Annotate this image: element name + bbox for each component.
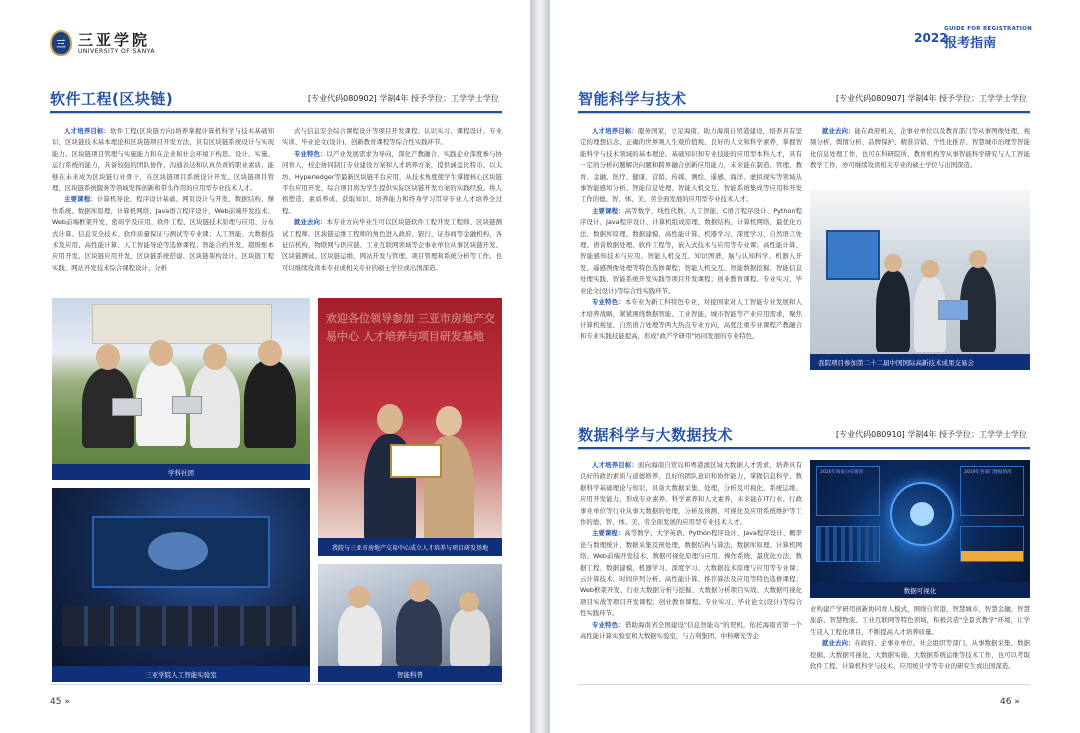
book-gutter xyxy=(528,0,552,733)
section-rule xyxy=(578,447,1030,449)
section-meta-intelligent-science: [专业代码080907] 学制4年 授予学位：工学学士学位 xyxy=(836,94,1027,103)
section-rule xyxy=(578,111,1030,113)
section-meta-data-science: [专业代码080910] 学制4年 授予学位：工学学士学位 xyxy=(836,430,1027,439)
guide-year: 2022 xyxy=(914,31,948,45)
guide-en: GUIDE FOR REGISTRATION xyxy=(944,26,1032,32)
photo-science-popularization xyxy=(318,564,502,682)
photo-data-visualization: 2020年海南分布情况 2019年各部门数据情况 数据可视化 xyxy=(810,460,1030,598)
text-column-1: 人才培养目标：服务国家，立足海南，助力海南自贸港建设，培养具有坚定的理想信念、正确的世界观人生观价值观、良好的人文和科学素养，掌握智能科学与技术领域的基本理论、基础知识和专业技能的应用型本科人才，具有一定的分析问题解决问题和跨界融合创新应用能力，未来能在制造、管理、教育、金融、医疗、健康、营销、传媒、测绘、遥感、海洋、虚拟现实等领域从事智能感知分析、智能信息处理、智能人机交互、智能系统集成等应用和开发工作的德、智、体、美、劳全面发展的应用型专业技术人才。 主要课程：高等数学、线性代数、人工智能、C语言程序设计、Python程序设计、Java程序设计、计算机组成原理、数据结构、计算机网络、最优化方法、数据库原理、数据建模、高性能计算、机器学习、深度学习、自然语言处理、语音数据处理、软件工程等，嵌入式技术与应用等专业课；高性能计算、智能感知技术与应用、智能人机交互、知识图谱、脑与认知科学、机器人开发、遥感图像处理等特色选修课程；智能人机交互、智能数据挖掘、智能信息处理实践、智能系统开发实践等项目开发课程；创业教育课程、专业实习、毕业论文(设计)等综合性实践环节。 专业特色：本专业为新工科特色专业，对接国家对人工智能专业发展和人才培养战略，紧紧围绕数据智能、工业智能、城市智能等产业应用需求，聚焦计算机视觉、自然语言处理等两大热点专业方向，高度注重专业课程产教融合和专业实践技能提高，形成"政产学研用"协同发展的专业特色。 xyxy=(580,127,802,341)
section-rule xyxy=(50,111,502,113)
section-title-intelligent-science: 智能科学与技术 xyxy=(578,90,687,108)
text-column-1: 人才培养目标：面向海南自贸岛和粤港澳区域大数据人才需求，培养具有良好的政治素质与道德修养、良好的团队意识和协作能力，掌握信息科学、数据科学基础理论与知识，具备大数据采集、处理、分析及可视化、系统运维、应用开发能力，形成专业素养、科学素养和人文素养，未来能在IT行业、行政事业单位等行业从事大数据的处理、分析及预测、可视化及应用系统维护等工作的德、智、体、美、劳全面发展的应用型专业技术人才。 主要课程：高等数学、大学英语、Python程序设计、Java程序设计、概率论与数理统计、数据采集及预处理、数据结构与算法、数据库原理、计算机网络、Web前端开发技术、数据可视化原理与应用、操作系统、最优化方法、数据工程、数据建模、机器学习、深度学习、大数据技术原理与应用等专业课；云计算技术、时间序列分析、高性能计算、推荐算法及应用等特色选修课程；Web框架开发、行业大数据分析与挖掘、大数据分析项目实战、大数据可视化项目实战等项目开发课程；创业教育课程、专业实习、毕业论文(设计)等综合性实践环节。 专业特色：借助海南省全国建设"信息智能岛"的契机，依托海南省第一个高性能计算实验室和大数据实验室，与吉利集团、中科曙光等企 xyxy=(580,461,802,641)
section-meta-software-engineering: [专业代码080902] 学制4年 授予学位：工学学士学位 xyxy=(308,94,499,103)
text-column-2-lower: 业构建产学研用创新协同育人模式，围绕自贸港、智慧城市、智慧金融、智慧旅游、智慧物流、工业互联网等特色领域，积极营造"全景式教学"环境，让学生浸入工程化项目，不断提高人才培养质量。 就业去向：在政府、企事业单位、社会组织等部门，从事数据采集、数据挖掘、大数据可视化、大数据实施、大数据系统运维等技术工作，也可以考取软件工程、计算机科学与技术、应用统计学等专业的研究生或出国深造。 xyxy=(810,605,1030,671)
photo-student-club xyxy=(52,298,310,480)
caption-ai-lab: 三亚学院人工智能实验室 xyxy=(52,666,310,682)
caption-science-popularization: 智能科普 xyxy=(318,666,502,682)
left-page xyxy=(0,0,530,733)
section-title-software-engineering: 软件工程(区块链) xyxy=(50,90,174,108)
caption-student-club: 学科社团 xyxy=(52,464,310,480)
university-seal-icon: 三 xyxy=(50,30,72,56)
text-column-1: 人才培养目标：软件工程(区块链方向)培养掌握计算机科学与技术基础知识、区块链技术基本理论和区块链项目开发方法，具有区块链系统设计与实现能力、区块链项目管理与实施能力和在企业和社会环境下构思、设计、实施、运行系统的能力，具备较强的团队协作、沟通表达和认真负责的职业素质；能够在未来成为区块链行业骨干，在区块链项目系统设计开发、区块链项目管理、区块链系统服务等领域发挥创新和带头作用的应用型专业技术人才。 主要课程：计算机导论、程序设计基础、网页设计与开发、数据结构、操作系统、数据库原理、计算机网络、Java语言程序设计、Web前端开发技术、Web前端框架开发、密码学及应用、软件工程、区块链技术原理与应用、分布式计算、信息安全技术、软件质量保证与测试等专业课；人工智能、大数据技术及应用、高性能计算、人工智能导论等选修课程；智能合约开发、超级账本应用开发、区块链应用开发、区块链系统搭建、区块链架构设计、区块链工程实践、网站开发技术综合课程设计、分析 xyxy=(52,127,274,272)
caption-data-visualization: 数据可视化 xyxy=(810,582,1030,598)
text-column-2: 式与信息安全综合课程设计等项目开发课程；认识实习、课程设计、专业实训、毕业论文(设计)、创新教育课程等综合性实践环节。 专业特色：以产业发展需求为导向，深化产教融合、实践企业深度参与协同育人，校企协同制订专业建设方案和人才培养方案，提供涵盖比特币、以太坊、Hyperledger等最新区块链平台应用，从技术角度使学生掌握核心区块链平台应用开发，综合项目将为学生提供实际区块链开发方案的实践经验。将人格塑造、素质养成、获取知识、培养能力和终身学习贯穿专业人才培养全过程。 就业去向：本专业方向毕业生可以区块链软件工程开发工程师、区块链测试工程师、区块链运维工程师的角色进入政府、银行、证券商等金融机构，各征信机构，物联网与供应链、工业互联网领域等企事业单位从事区块链开发、区块链测试、区块链运维、网站开发与管理、项目管理和系统分析等工作。也可以继续攻读本专业或相关专业的硕士学位或出国深造。 xyxy=(282,127,502,272)
caption-signing: 我院与三亚市房地产交易中心成立人才培养与项目研发基地 xyxy=(318,538,502,556)
page-number-left: 45 » xyxy=(50,697,70,707)
caption-tech-fair: 我院项目参加第二十二届中国国际高新技术成果交易会 xyxy=(810,354,1030,370)
logo-cn: 三亚学院 xyxy=(78,30,151,49)
university-logo xyxy=(50,30,155,56)
section-title-data-science: 数据科学与大数据技术 xyxy=(578,426,734,444)
photo-tech-fair xyxy=(810,190,1030,370)
text-column-2: 就业去向：能在政府机关、企事业单位以及教育部门等从事图像处理、视频分析、舆情分析、品牌保护、精准营销、个性化推荐、智慧城市治理等智能化信息处理工作，也可在科研院所、教育机构等从事智能科学研究与人工智能教学工作，亦可继续攻读相关专业的硕士学位与出国深造。 xyxy=(810,127,1030,170)
right-page xyxy=(550,0,1080,733)
page-number-right: 46 » xyxy=(1000,697,1020,707)
photo-signing-ceremony: 欢迎各位领导参加 三亚市房地产交易中心 人才培养与项目研发基地 我院与三亚市房地产交易中心成立人才培养与项目研发基地 xyxy=(318,298,502,556)
logo-en: UNIVERSITY OF SANYA xyxy=(78,47,155,55)
guide-badge xyxy=(914,26,1032,51)
photo-ai-lab xyxy=(52,488,310,682)
guide-cn: 报考指南 xyxy=(944,36,997,51)
